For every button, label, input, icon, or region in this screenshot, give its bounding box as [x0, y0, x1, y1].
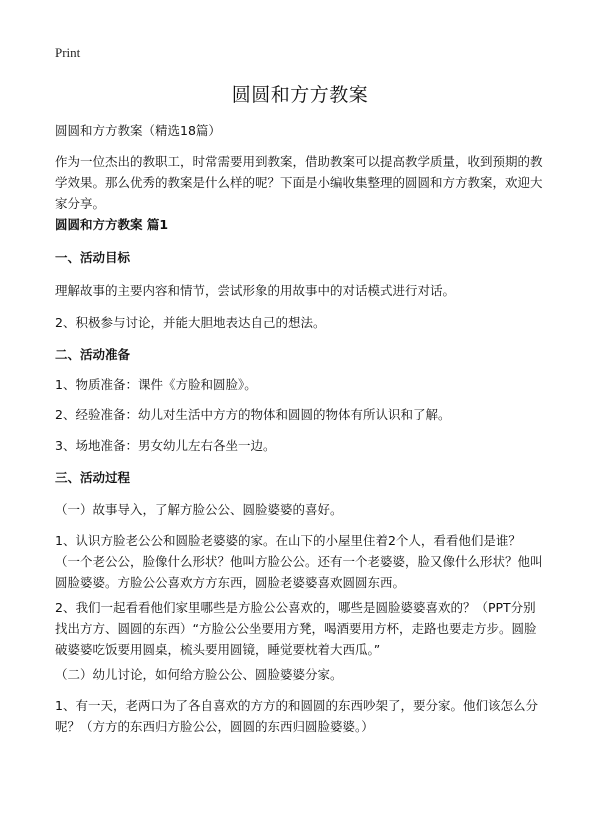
- intro-paragraph: 作为一位杰出的教职工，时常需要用到教案，借助教案可以提高教学质量，收到预期的教学效果。那么优秀的教案是什么样的呢？下面是小编收集整理的圆圆和方方教案，欢迎大家分享。: [55, 154, 543, 211]
- page-title: 圆圆和方方教案: [231, 84, 369, 106]
- step1-heading: （一）故事导入，了解方脸公公、圆脸婆婆的喜好。: [55, 502, 343, 517]
- print-link[interactable]: Print: [55, 45, 81, 60]
- subtitle-text: 圆圆和方方教案（精选18篇）: [55, 123, 221, 138]
- goal-item-2: 2、积极参与讨论，并能大胆地表达自己的想法。: [55, 315, 326, 330]
- step2-heading: （二）幼儿讨论，如何给方脸公公、圆脸婆婆分家。: [55, 667, 343, 682]
- goal-item-1: 理解故事的主要内容和情节，尝试形象的用故事中的对话模式进行对话。: [55, 283, 456, 298]
- goals-heading: 一、活动目标: [55, 250, 131, 265]
- part1-heading: 圆圆和方方教案 篇1: [55, 217, 169, 232]
- step1-paragraph-2: 2、我们一起看看他们家里哪些是方脸公公喜欢的，哪些是圆脸婆婆喜欢的？（PPT分别找出方方、圆圆的东西）“方脸公公坐要用方凳，喝酒要用方杯，走路也要走方步。圆脸破婆婆吃饭要用圆桌，梳头要用圆镜，睡觉要枕着大西瓜。”: [55, 600, 537, 657]
- step1-paragraph-1: 1、认识方脸老公公和圆脸老婆婆的家。在山下的小屋里住着2个人，看看他们是谁？（一个老公公，脸像什么形状？他叫方脸公公。还有一个老婆婆，脸又像什么形状？他叫圆脸婆婆。方脸公公喜欢方方东西，圆脸老婆婆喜欢圆圆东西。: [55, 533, 543, 590]
- prep-item-1: 1、物质准备：课件《方脸和圆脸》。: [55, 377, 257, 392]
- prep-item-2: 2、经验准备：幼儿对生活中方方的物体和圆圆的物体有所认识和了解。: [55, 407, 451, 422]
- prep-heading: 二、活动准备: [55, 347, 131, 362]
- step2-paragraph-1: 1、有一天，老两口为了各自喜欢的方方的和圆圆的东西吵架了，要分家。他们该怎么分呢？（方方的东西归方脸公公，圆圆的东西归圆脸婆婆。）: [55, 698, 538, 734]
- process-heading: 三、活动过程: [55, 470, 131, 485]
- prep-item-3: 3、场地准备：男女幼儿左右各坐一边。: [55, 438, 276, 453]
